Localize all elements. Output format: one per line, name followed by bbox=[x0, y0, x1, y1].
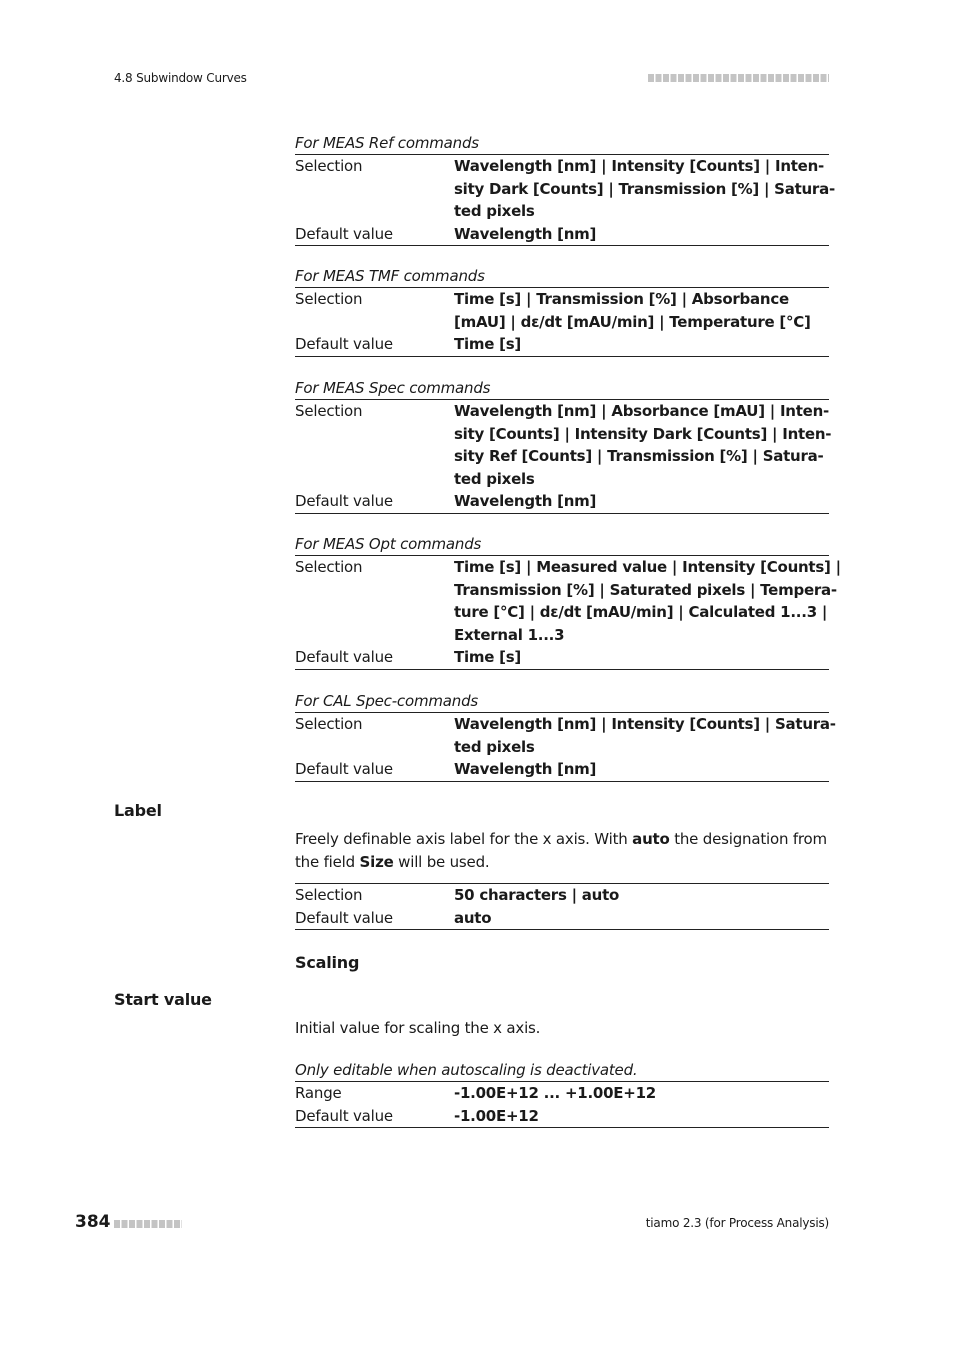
default-row bbox=[295, 646, 829, 669]
param-table bbox=[295, 154, 835, 246]
table-caption: Only editable when autoscaling is deactivated. bbox=[295, 1061, 638, 1079]
selection-value: 50 characters | auto bbox=[454, 886, 620, 904]
default-value: Wavelength [nm] bbox=[454, 224, 597, 243]
page-number: 384 bbox=[75, 1212, 111, 1232]
selection-row bbox=[295, 713, 836, 758]
table-start-value bbox=[295, 1059, 829, 1128]
running-footer-product: tiamo 2.3 (for Process Analysis) bbox=[645, 1216, 829, 1230]
range-row bbox=[295, 1082, 829, 1105]
table-caption: For MEAS TMF commands bbox=[295, 267, 485, 285]
selection-line: sity Ref [Counts] | Transmission [%] | Satura- bbox=[454, 447, 824, 465]
selection-line: sity [Counts] | Intensity Dark [Counts] | Inten- bbox=[454, 424, 832, 443]
default-value: Wavelength [nm] bbox=[454, 492, 597, 510]
header-dot-rule bbox=[648, 74, 829, 82]
text-run: will be used. bbox=[393, 852, 490, 871]
default-value: Wavelength [nm] bbox=[454, 760, 597, 778]
selection-row bbox=[295, 884, 829, 907]
selection-row bbox=[295, 556, 841, 646]
default-label: Default value bbox=[295, 908, 393, 927]
selection-line: ted pixels bbox=[454, 469, 535, 488]
selection-line: sity Dark [Counts] | Transmission [%] | Satura- bbox=[454, 179, 835, 198]
running-header-section: 4.8 Subwindow Curves bbox=[114, 71, 247, 85]
scaling-heading: Scaling bbox=[295, 953, 360, 972]
table-cal-spec bbox=[295, 690, 836, 782]
param-table bbox=[295, 1081, 829, 1128]
text-run: Freely definable axis label for the x axis. With bbox=[295, 830, 633, 848]
param-table bbox=[295, 555, 841, 670]
selection-value bbox=[454, 556, 841, 646]
selection-value bbox=[454, 155, 835, 223]
table-meas-tmf bbox=[295, 265, 829, 357]
selection-line: Wavelength [nm] | Intensity [Counts] | Inten- bbox=[454, 157, 825, 175]
selection-label: Selection bbox=[295, 402, 363, 420]
description-line bbox=[295, 828, 829, 851]
default-label: Default value bbox=[295, 1106, 393, 1125]
selection-line: Wavelength [nm] | Intensity [Counts] | Satura- bbox=[454, 715, 836, 733]
table-caption: For MEAS Opt commands bbox=[295, 535, 482, 553]
selection-line: ted pixels bbox=[454, 202, 535, 220]
default-row bbox=[295, 223, 829, 246]
default-value: Time [s] bbox=[454, 648, 522, 666]
selection-value bbox=[454, 288, 829, 333]
selection-line: Wavelength [nm] | Absorbance [mAU] | Inten- bbox=[454, 402, 829, 420]
default-row bbox=[295, 490, 829, 513]
selection-line: ture [°C] | dε/dt [mAU/min] | Calculated 1...3 | bbox=[454, 603, 828, 621]
default-label: Default value bbox=[295, 648, 393, 666]
param-table bbox=[295, 399, 832, 514]
table-caption: For MEAS Spec commands bbox=[295, 379, 491, 397]
text-run: the designation from bbox=[669, 830, 827, 848]
label-description bbox=[295, 828, 829, 873]
selection-line: Time [s] | Transmission [%] | Absorbance bbox=[454, 290, 789, 308]
default-row bbox=[295, 758, 829, 781]
selection-value bbox=[454, 713, 836, 758]
default-label: Default value bbox=[295, 492, 393, 510]
default-value: Time [s] bbox=[454, 335, 522, 353]
selection-line: Time [s] | Measured value | Intensity [Counts] | bbox=[454, 558, 841, 576]
default-label: Default value bbox=[295, 760, 393, 778]
table-meas-opt bbox=[295, 533, 841, 670]
selection-label: Selection bbox=[295, 886, 363, 904]
description-line: Initial value for scaling the x axis. bbox=[295, 1019, 541, 1037]
default-row bbox=[295, 1105, 829, 1128]
selection-label: Selection bbox=[295, 157, 363, 175]
start-value-description bbox=[295, 1017, 829, 1040]
range-label: Range bbox=[295, 1084, 342, 1102]
description-line bbox=[295, 851, 829, 874]
footer-dot-rule bbox=[114, 1220, 182, 1228]
selection-line: Transmission [%] | Saturated pixels | Tempera- bbox=[454, 580, 837, 599]
text-run: the field bbox=[295, 852, 360, 871]
table-caption: For MEAS Ref commands bbox=[295, 134, 479, 152]
range-value: -1.00E+12 ... +1.00E+12 bbox=[454, 1084, 656, 1102]
param-table bbox=[295, 287, 829, 357]
selection-value bbox=[454, 400, 832, 490]
table-caption: For CAL Spec-commands bbox=[295, 692, 479, 710]
start-value-heading: Start value bbox=[114, 990, 212, 1009]
default-value: -1.00E+12 bbox=[454, 1106, 539, 1125]
selection-label: Selection bbox=[295, 715, 363, 733]
default-row bbox=[295, 333, 829, 356]
selection-line: [mAU] | dε/dt [mAU/min] | Temperature [°C] bbox=[454, 312, 811, 331]
default-label: Default value bbox=[295, 335, 393, 353]
default-label: Default value bbox=[295, 224, 393, 243]
selection-line: External 1...3 bbox=[454, 625, 565, 644]
table-meas-ref bbox=[295, 132, 835, 246]
table-label bbox=[295, 883, 829, 930]
label-heading: Label bbox=[114, 801, 162, 820]
selection-row bbox=[295, 155, 835, 223]
keyword-auto: auto bbox=[632, 830, 670, 848]
selection-row bbox=[295, 400, 832, 490]
keyword-size: Size bbox=[359, 852, 394, 871]
selection-label: Selection bbox=[295, 558, 363, 576]
selection-line: ted pixels bbox=[454, 737, 535, 756]
param-table bbox=[295, 883, 829, 930]
selection-row bbox=[295, 288, 829, 333]
table-meas-spec bbox=[295, 377, 832, 514]
default-row bbox=[295, 907, 829, 930]
selection-label: Selection bbox=[295, 290, 363, 308]
default-value: auto bbox=[454, 908, 492, 927]
param-table bbox=[295, 712, 836, 782]
